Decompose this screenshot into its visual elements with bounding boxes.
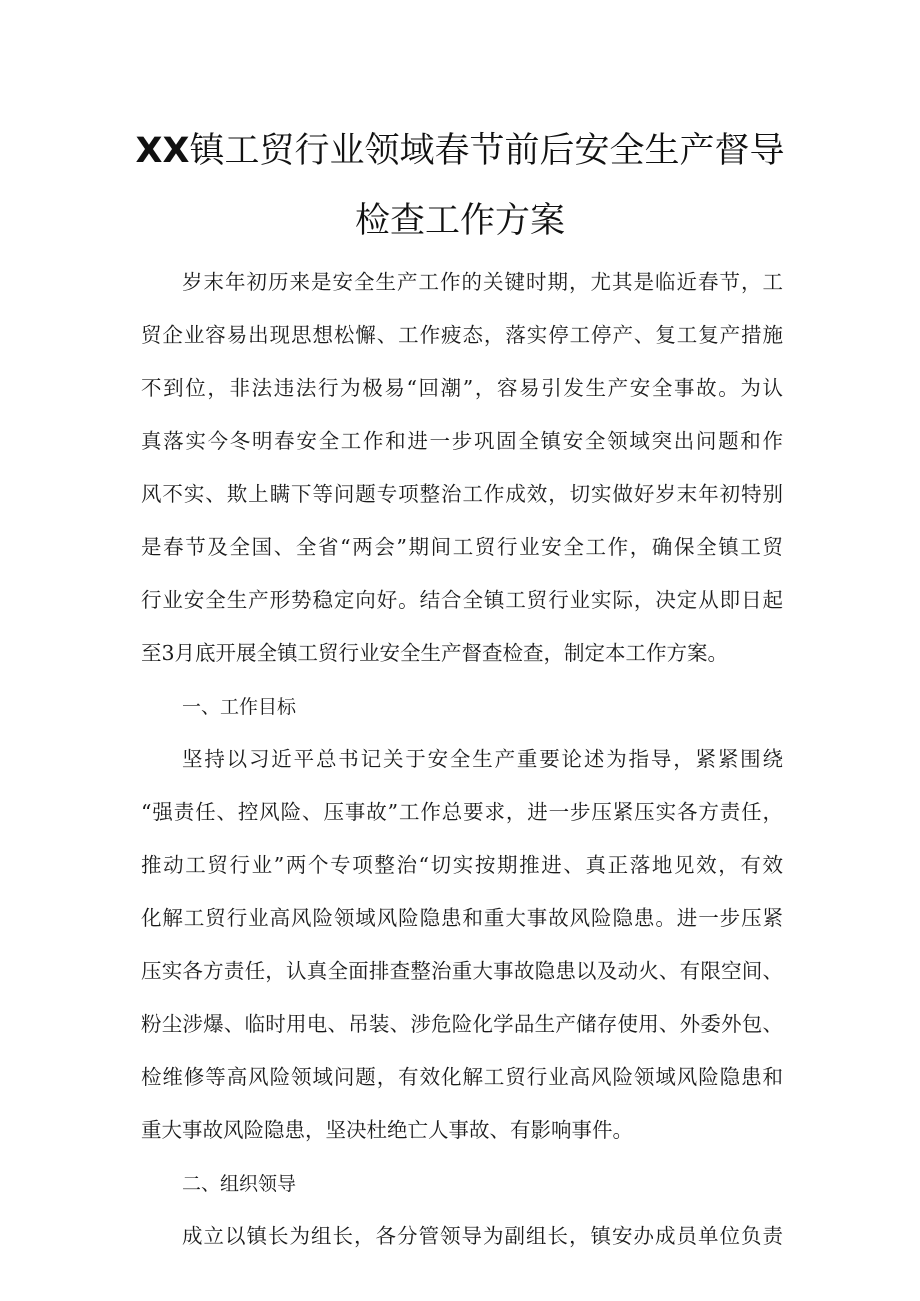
document-title-line-1 — [0, 131, 920, 171]
section-heading — [141, 1157, 783, 1210]
paragraph-line: “强责任、控风险、压事故”工作总要求，进一步压紧压实各方责任， — [141, 800, 783, 824]
paragraph-line: 风不实、欺上瞒下等问题专项整治工作成效，切实做好岁末年初特别 — [141, 482, 783, 506]
paragraph-line: 成立以镇长为组长，各分管领导为副组长，镇安办成员单位负责 — [182, 1224, 783, 1248]
paragraph-line: 行业安全生产形势稳定向好。结合全镇工贸行业实际，决定从即日起 — [141, 588, 783, 612]
title-line-1-text: 镇工贸行业领域春节前后安全生产督导 — [189, 131, 785, 171]
paragraph-line: 重大事故风险隐患，坚决杜绝亡人事故、有影响事件。 — [141, 1118, 633, 1142]
document-body — [141, 256, 783, 1263]
section-heading-text: 二、组织领导 — [182, 1173, 297, 1195]
paragraph-line: 压实各方责任，认真全面排查整治重大事故隐患以及动火、有限空间、 — [141, 959, 783, 983]
paragraph-line: 检维修等高风险领域问题，有效化解工贸行业高风险领域风险隐患和 — [141, 1065, 783, 1089]
paragraph-line: 粉尘涉爆、临时用电、吊装、涉危险化学品生产储存使用、外委外包、 — [141, 1012, 783, 1036]
section-heading-text: 一、工作目标 — [182, 696, 297, 718]
paragraph-line: 真落实今冬明春安全工作和进一步巩固全镇安全领域突出问题和作 — [141, 429, 783, 453]
document-title-line-2: 检查工作方案 — [354, 201, 565, 241]
paragraph-line: 推动工贸行业”两个专项整治“切实按期推进、真正落地见效，有效 — [141, 853, 783, 877]
section-heading — [141, 680, 783, 733]
paragraph-line: 贸企业容易出现思想松懈、工作疲态，落实停工停产、复工复产措施 — [141, 323, 783, 347]
title-prefix: XX — [135, 131, 190, 171]
paragraph-line: 是春节及全国、全省“两会”期间工贸行业安全工作，确保全镇工贸 — [141, 535, 783, 559]
paragraph-line: 化解工贸行业高风险领域风险隐患和重大事故风险隐患。进一步压紧 — [141, 906, 783, 930]
paragraph-line: 岁末年初历来是安全生产工作的关键时期，尤其是临近春节，工 — [182, 270, 783, 294]
paragraph-line: 不到位，非法违法行为极易“回潮”，容易引发生产安全事故。为认 — [141, 376, 783, 400]
paragraph-line: 至3月底开展全镇工贸行业安全生产督查检查，制定本工作方案。 — [141, 641, 729, 665]
paragraph-line: 坚持以习近平总书记关于安全生产重要论述为指导，紧紧围绕 — [182, 747, 783, 771]
